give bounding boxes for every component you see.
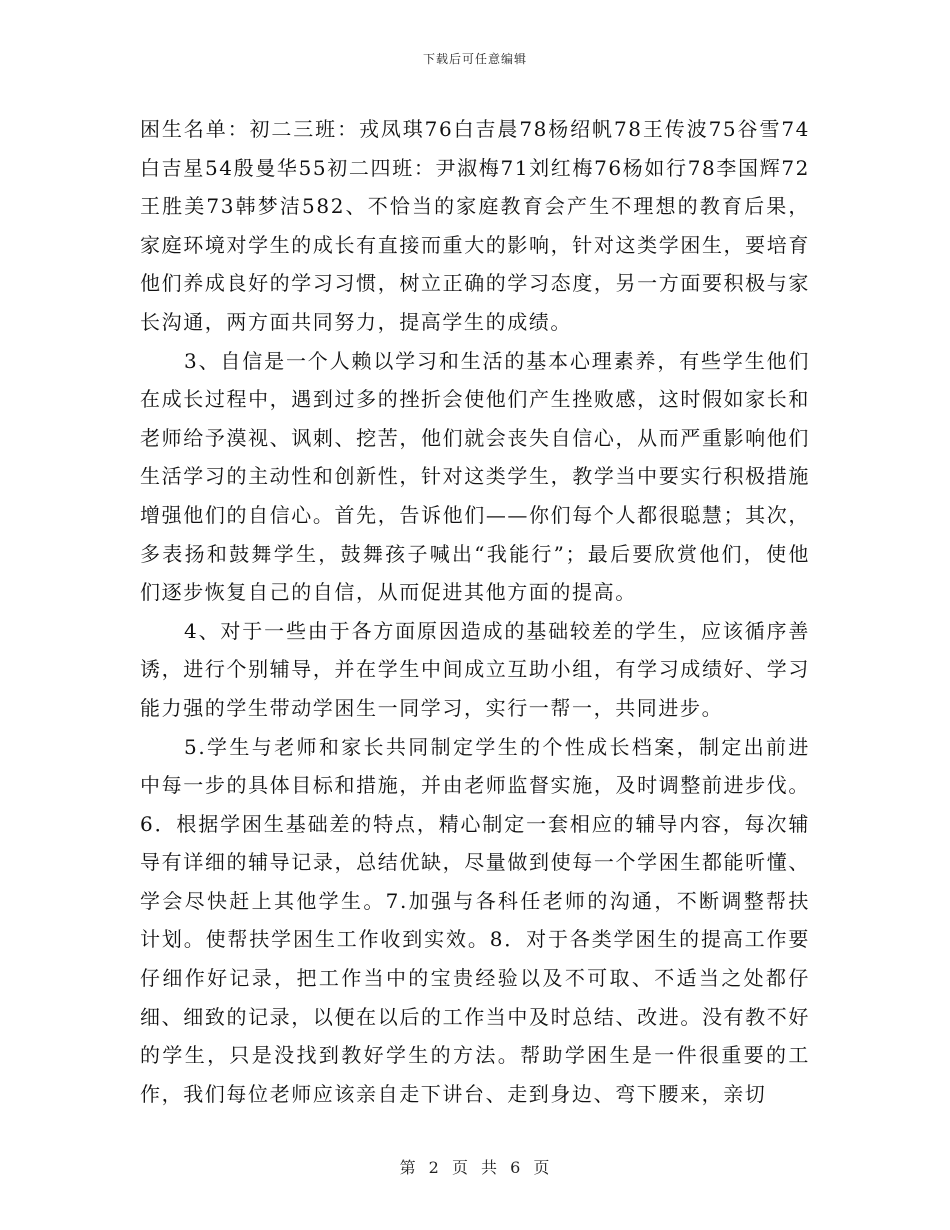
page-header: 下载后可任意编辑 bbox=[422, 52, 527, 66]
page-footer: 第 2 页 共 6 页 bbox=[399, 1158, 551, 1177]
paragraph-tutoring: 4、对于一些由于各方面原因造成的基础较差的学生，应该循序善诱，进行个别辅导，并在学生中间成立互助小组，有学习成绩好、学习能力强的学生带动学困生一同学习，实行一帮一，共同进步。 bbox=[140, 618, 810, 720]
paragraph-confidence: 3、自信是一个人赖以学习和生活的基本心理素养，有些学生他们在成长过程中，遇到过多的挫折会使他们产生挫败感，这时假如家长和老师给予漠视、讽刺、挖苦，他们就会丧失自信心，从而严重影响他们生活学习的主动性和创新性，针对这类学生，教学当中要实行积极措施增强他们的自信心。首先，告诉他们——你们每个人都很聪慧；其次，多表扬和鼓舞学生，鼓舞孩子喊出“我能行”；最后要欣赏他们，使他们逐步恢复自己的自信，从而促进其他方面的提高。 bbox=[140, 348, 810, 605]
document-body bbox=[140, 110, 810, 1113]
paragraph-student-list: 困生名单：初二三班：戎凤琪76白吉晨78杨绍帆78王传波75谷雪74白吉星54殷曼华55初二四班：尹淑梅71刘红梅76杨如行78李国辉72王胜美73韩梦洁582、不恰当的家庭教育会产生不理想的教育后果，家庭环境对学生的成长有直接而重大的影响，针对这类学困生，要培育他们养成良好的学习习惯，树立正确的学习态度，另一方面要积极与家长沟通，两方面共同努力，提高学生的成绩。 bbox=[140, 117, 810, 334]
paragraph-growth-records: 5.学生与老师和家长共同制定学生的个性成长档案，制定出前进中每一步的具体目标和措施，并由老师监督实施，及时调整前进步伐。6．根据学困生基础差的特点，精心制定一套相应的辅导内容，每次辅导有详细的辅导记录，总结优缺，尽量做到使每一个学困生都能听懂、学会尽快赶上其他学生。7.加强与各科任老师的沟通，不断调整帮扶计划。使帮扶学困生工作收到实效。8．对于各类学困生的提高工作要仔细作好记录，把工作当中的宝贵经验以及不可取、不适当之处都仔细、细致的记录，以便在以后的工作当中及时总结、改进。没有教不好的学生，只是没找到教好学生的方法。帮助学困生是一件很重要的工作，我们每位老师应该亲自走下讲台、走到身边、弯下腰来，亲切 bbox=[140, 734, 810, 1106]
